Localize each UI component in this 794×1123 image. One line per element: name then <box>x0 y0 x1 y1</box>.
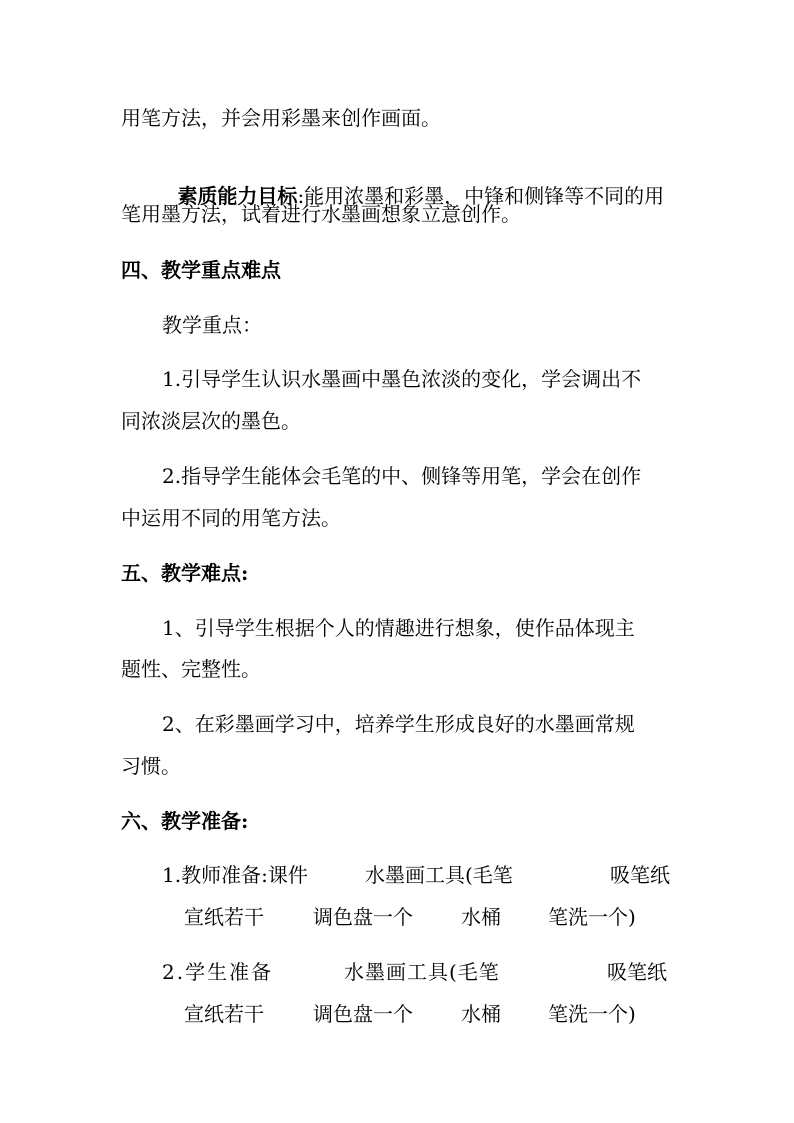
paragraph-line: 题性、完整性。 <box>121 657 261 681</box>
list-item-text: 2.学生准备 <box>162 960 274 984</box>
paragraph-line: 教学重点： <box>162 313 262 337</box>
list-item-text: 宣纸若干 <box>184 905 264 929</box>
list-item-text: 调色盘一个 <box>313 905 413 929</box>
list-item-text: 水桶 <box>461 905 501 929</box>
list-item-text: 水墨画工具(毛笔 <box>344 960 500 984</box>
paragraph-text: :能用浓墨和彩墨，中锋和侧锋等不同的用 <box>297 184 665 208</box>
paragraph-line: 2.指导学生能体会毛笔的中、侧锋等用笔，学会在创作 <box>162 464 642 488</box>
list-item-text: 笔洗一个) <box>548 905 636 929</box>
section-heading: 五、教学难点: <box>121 561 249 585</box>
section-heading: 四、教学重点难点 <box>121 258 281 282</box>
list-item-text: 吸笔纸 <box>610 863 670 887</box>
list-item-text: 宣纸若干 <box>184 1002 264 1026</box>
paragraph-line: 用笔方法，并会用彩墨来创作画面。 <box>121 106 441 130</box>
paragraph-line: 2、在彩墨画学习中，培养学生形成良好的水墨画常规 <box>162 712 635 736</box>
paragraph-line: 中运用不同的用笔方法。 <box>121 506 341 530</box>
paragraph-line: 习惯。 <box>121 754 181 778</box>
list-item-text: 1.教师准备:课件 <box>162 863 308 887</box>
list-item-text: 水桶 <box>461 1002 501 1026</box>
section-heading: 六、教学准备: <box>121 809 249 833</box>
bold-label: 素质能力目标 <box>177 184 298 208</box>
list-item-text: 笔洗一个) <box>548 1002 636 1026</box>
list-item-text: 水墨画工具(毛笔 <box>365 863 513 887</box>
paragraph-line: 1.引导学生认识水墨画中墨色浓淡的变化，学会调出不 <box>162 367 642 391</box>
list-item-text: 吸笔纸 <box>607 960 667 984</box>
paragraph-line: 同浓淡层次的墨色。 <box>121 409 301 433</box>
paragraph-line: 笔用墨方法，试着进行水墨画想象立意创作。 <box>121 202 521 226</box>
paragraph-line: 1、引导学生根据个人的情趣进行想象，使作品体现主 <box>162 616 635 640</box>
list-item-text: 调色盘一个 <box>313 1002 413 1026</box>
